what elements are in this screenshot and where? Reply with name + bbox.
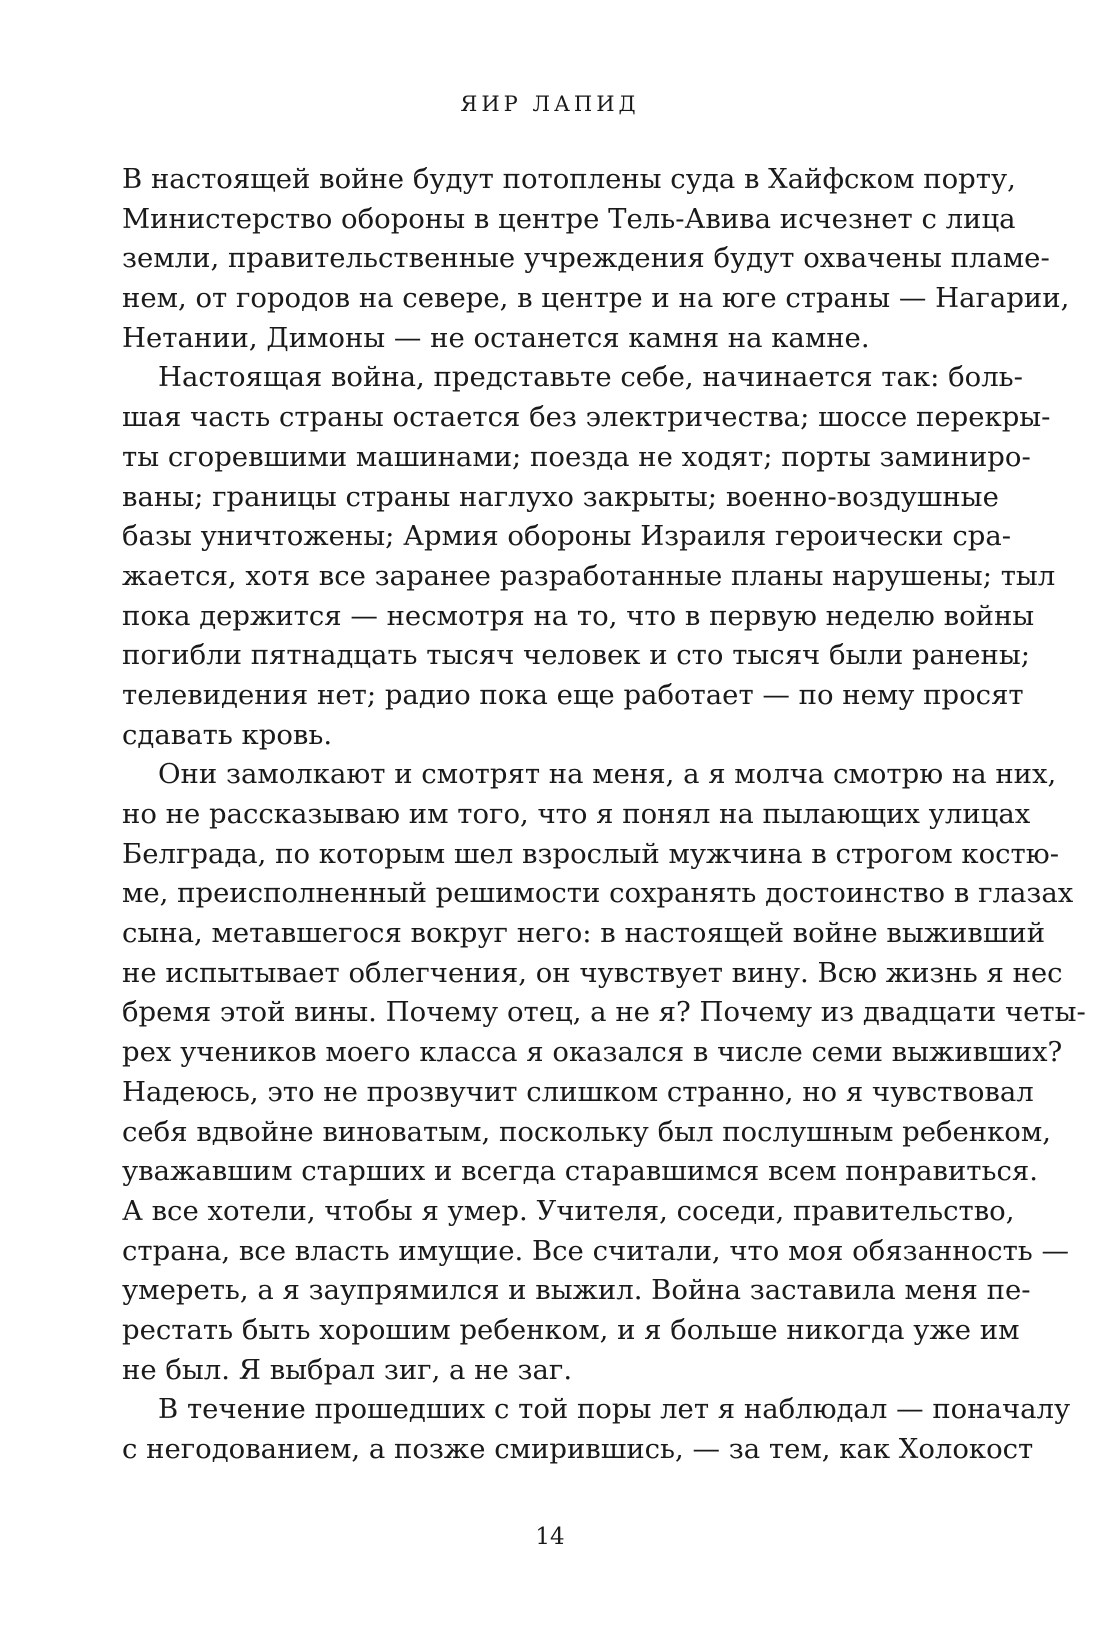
text-line: шая часть страны остается без электричества; шоссе перекры- (122, 401, 1051, 434)
running-head: ЯИР ЛАПИД (460, 92, 640, 116)
paragraph (122, 358, 1056, 755)
text-line: А все хотели, чтобы я умер. Учителя, соседи, правительство, (122, 1194, 1015, 1227)
text-line: пока держится — несмотря на то, что в первую неделю войны (122, 599, 1035, 632)
text-line: Министерство обороны в центре Тель-Авива исчезнет с лица (122, 202, 1016, 235)
text-line: ты сгоревшими машинами; поезда не ходят; порты заминиро- (122, 440, 1031, 473)
text-line: Нетании, Димоны — не останется камня на камне. (122, 321, 870, 354)
text-line: В настоящей войне будут потоплены суда в Хайфском порту, (122, 163, 1016, 195)
text-line: Надеюсь, это не прозвучит слишком странно, но я чувствовал (122, 1075, 1034, 1108)
text-line: ме, преисполненный решимости сохранять достоинство в глазах (122, 877, 1074, 910)
text-line: не испытывает облегчения, он чувствует вину. Всю жизнь я нес (122, 956, 1063, 989)
text-line: погибли пятнадцать тысяч человек и сто тысяч были ранены; (122, 639, 1031, 672)
text-line: В течение прошедших с той поры лет я наблюдал — поначалу (158, 1393, 1071, 1426)
text-line: рестать быть хорошим ребенком, и я больше никогда уже им (122, 1313, 1020, 1346)
text-line: не был. Я выбрал зиг, а не заг. (122, 1353, 573, 1386)
text-line: умереть, а я заупрямился и выжил. Война заставила меня пе- (122, 1274, 1031, 1307)
text-line: страна, все власть имущие. Все считали, что моя обязанность — (122, 1234, 1070, 1267)
text-line: ваны; границы страны наглухо закрыты; военно-воздушные (122, 480, 999, 513)
body-text (122, 160, 1086, 1470)
text-line: Настоящая война, представьте себе, начинается так: боль- (158, 361, 1023, 394)
text-line: базы уничтожены; Армия обороны Израиля героически сра- (122, 520, 1012, 553)
text-line: сына, метавшегося вокруг него: в настоящей войне выживший (122, 917, 1046, 950)
text-line: себя вдвойне виноватым, поскольку был послушным ребенком, (122, 1115, 1051, 1148)
text-line: телевидения нет; радио пока еще работает — по нему просят (122, 678, 1024, 711)
text-line: Белграда, по которым шел взрослый мужчина в строгом костю- (122, 837, 1059, 870)
text-line: Они замолкают и смотрят на меня, а я молча смотрю на них, (158, 758, 1057, 791)
text-line: жается, хотя все заранее разработанные планы нарушены; тыл (122, 559, 1056, 592)
paragraph (122, 755, 1086, 1390)
page-number: 14 (535, 1524, 565, 1550)
text-line: нем, от городов на севере, в центре и на юге страны — Нагарии, (122, 282, 1070, 315)
text-line: с негодованием, а позже смирившись, — за тем, как Холокост (122, 1433, 1034, 1465)
text-line: сдавать кровь. (122, 718, 333, 751)
text-line: уважавшим старших и всегда старавшимся всем понравиться. (122, 1155, 1038, 1188)
text-line: но не рассказываю им того, что я понял на пылающих улицах (122, 798, 1031, 830)
text-line: бремя этой вины. Почему отец, а не я? Почему из двадцати четы- (122, 996, 1086, 1029)
paragraph (122, 1390, 1071, 1469)
paragraph (122, 160, 1070, 358)
text-line: земли, правительственные учреждения будут охвачены пламе- (122, 242, 1050, 275)
text-line: рех учеников моего класса я оказался в числе семи выживших? (122, 1036, 1063, 1069)
